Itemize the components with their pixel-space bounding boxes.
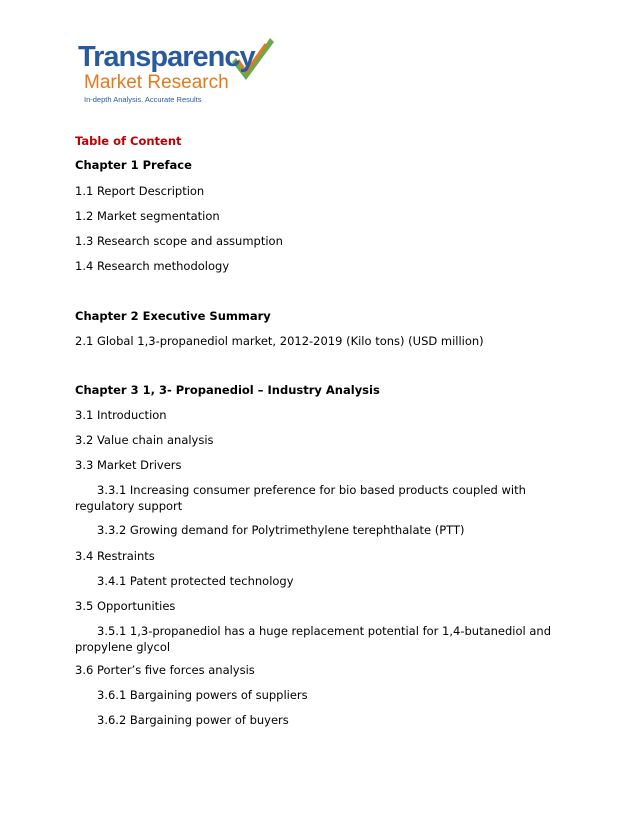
toc-subitem: 3.3.2 Growing demand for Polytrimethylene terephthalate (PTT) — [97, 523, 465, 537]
logo-subtitle: Market Research — [84, 72, 229, 93]
logo-graphic — [78, 36, 278, 110]
toc-item: 3.2 Value chain analysis — [75, 433, 214, 447]
toc-item: 1.2 Market segmentation — [75, 209, 220, 223]
toc-item: 3.6 Porter’s five forces analysis — [75, 663, 255, 677]
toc-item: 1.4 Research methodology — [75, 259, 230, 273]
toc-subitem: 3.3.1 Increasing consumer preference for bio based products coupled with regulatory support — [75, 483, 526, 513]
toc-item: 3.4 Restraints — [75, 549, 155, 563]
logo-name: Transparency — [78, 41, 255, 73]
toc-item: 2.1 Global 1,3-propanediol market, 2012-2019 (Kilo tons) (USD million) — [75, 334, 484, 348]
chapter-1-title: Chapter 1 Preface — [75, 158, 192, 172]
toc-subitem: 3.4.1 Patent protected technology — [97, 574, 294, 588]
toc-subitem: 3.6.1 Bargaining powers of suppliers — [97, 688, 308, 702]
toc-heading: Table of Content — [75, 134, 182, 148]
toc-item: 3.5 Opportunities — [75, 599, 176, 613]
toc-item: 1.3 Research scope and assumption — [75, 234, 283, 248]
chapter-2-title: Chapter 2 Executive Summary — [75, 309, 271, 323]
company-logo — [78, 36, 278, 110]
logo-tagline: In-depth Analysis. Accurate Results — [84, 95, 202, 104]
toc-subitem: 3.6.2 Bargaining power of buyers — [97, 713, 289, 727]
toc-item: 3.3 Market Drivers — [75, 458, 182, 472]
toc-item: 1.1 Report Description — [75, 184, 205, 198]
chapter-3-title: Chapter 3 1, 3- Propanediol – Industry Analysis — [75, 383, 380, 397]
toc-item: 3.1 Introduction — [75, 408, 167, 422]
toc-subitem: 3.5.1 1,3-propanediol has a huge replacement potential for 1,4-butanediol and propylene glycol — [75, 624, 552, 654]
